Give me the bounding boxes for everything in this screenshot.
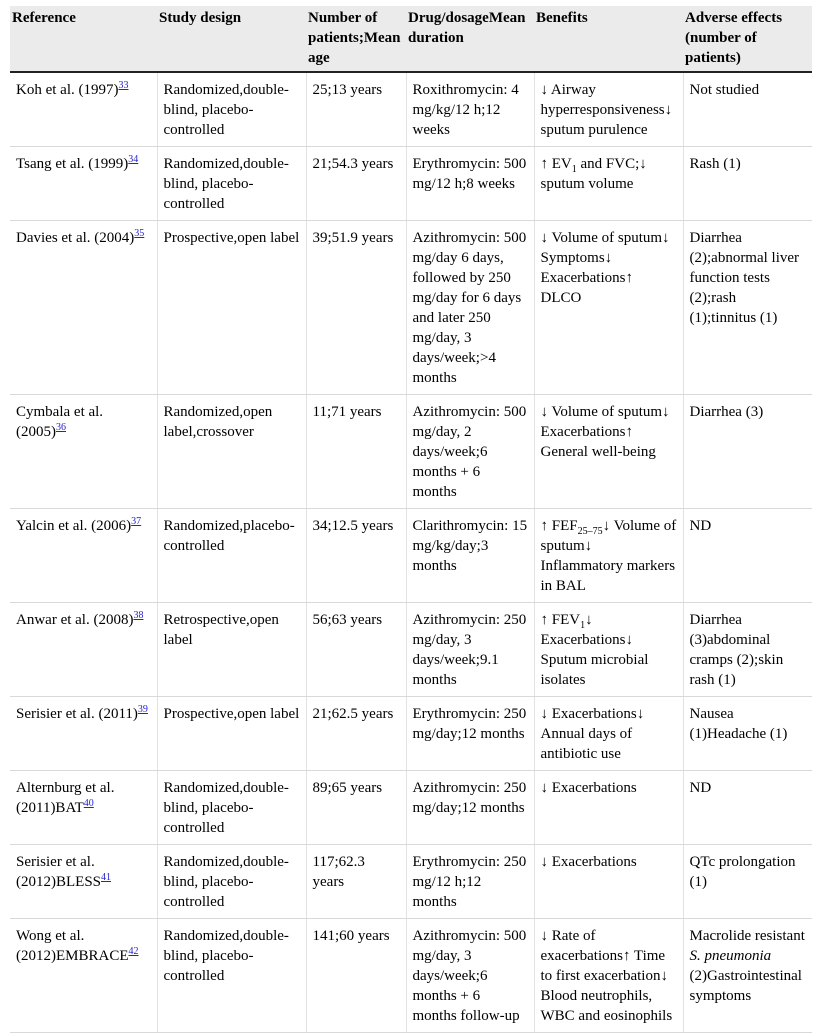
cell-reference — [10, 221, 157, 395]
cell-patients: 21;54.3 years — [306, 147, 406, 221]
cell-adverse-effects: QTc prolongation (1) — [683, 845, 812, 919]
table-row — [10, 72, 812, 147]
table-header — [10, 6, 812, 72]
table-row — [10, 697, 812, 771]
table-row — [10, 919, 812, 1033]
cell-adverse-effects — [683, 919, 812, 1033]
cell-drug-dosage: Azithromycin: 500 mg/day, 2 days/week;6 months + 6 months — [406, 395, 534, 509]
cell-drug-dosage: Clarithromycin: 15 mg/kg/day;3 months — [406, 509, 534, 603]
cell-study-design: Randomized,double-blind, placebo-controlled — [157, 919, 306, 1033]
cell-patients: 141;60 years — [306, 919, 406, 1033]
citation-link[interactable]: 36 — [56, 422, 66, 433]
cell-study-design: Prospective,open label — [157, 221, 306, 395]
cell-benefits: ↓ Exacerbations — [534, 845, 683, 919]
reference-text: Cymbala et al. (2005) — [16, 404, 104, 440]
cell-benefits: ↓ Airway hyperresponsiveness↓ sputum purulence — [534, 72, 683, 147]
benefits-text: ↓ Volume of sputum↓ Inflammatory markers in BAL — [540, 518, 677, 594]
reference-text: Koh et al. (1997) — [16, 82, 119, 98]
benefits-text: ↓ Exacerbations↓ Sputum microbial isolates — [540, 612, 649, 688]
cell-drug-dosage: Roxithromycin: 4 mg/kg/12 h;12 weeks — [406, 72, 534, 147]
cell-reference — [10, 919, 157, 1033]
cell-patients: 117;62.3 years — [306, 845, 406, 919]
table-row — [10, 395, 812, 509]
table-row — [10, 771, 812, 845]
cell-adverse-effects: Diarrhea (3)abdominal cramps (2);skin rash (1) — [683, 603, 812, 697]
citation-link[interactable]: 34 — [128, 154, 139, 165]
reference-text: Serisier et al. (2012)BLESS — [16, 854, 102, 890]
header-benefits: Benefits — [534, 6, 683, 72]
cell-reference — [10, 395, 157, 509]
cell-patients: 89;65 years — [306, 771, 406, 845]
cell-reference — [10, 603, 157, 697]
cell-patients: 11;71 years — [306, 395, 406, 509]
table-row — [10, 603, 812, 697]
cell-patients: 39;51.9 years — [306, 221, 406, 395]
citation-link[interactable]: 41 — [101, 872, 112, 883]
cell-drug-dosage: Erythromycin: 250 mg/12 h;12 months — [406, 845, 534, 919]
cell-patients: 25;13 years — [306, 72, 406, 147]
cell-benefits: ↓ Exacerbations — [534, 771, 683, 845]
citation-link[interactable]: 33 — [118, 80, 129, 91]
cell-patients: 34;12.5 years — [306, 509, 406, 603]
cell-adverse-effects: Diarrhea (2);abnormal liver function tests (2);rash (1);tinnitus (1) — [683, 221, 812, 395]
citation-link[interactable]: 42 — [128, 946, 139, 957]
cell-adverse-effects: Not studied — [683, 72, 812, 147]
cell-study-design: Randomized,double-blind, placebo-controlled — [157, 845, 306, 919]
cell-reference — [10, 697, 157, 771]
cell-reference — [10, 72, 157, 147]
citation-link[interactable]: 35 — [134, 228, 145, 239]
cell-study-design: Retrospective,open label — [157, 603, 306, 697]
benefits-text: and FVC;↓ sputum volume — [540, 156, 647, 192]
cell-study-design: Prospective,open label — [157, 697, 306, 771]
cell-adverse-effects: ND — [683, 771, 812, 845]
cell-benefits: ↓ Volume of sputum↓ Symptoms↓ Exacerbations↑ DLCO — [534, 221, 683, 395]
subscript: 1 — [571, 164, 577, 175]
citation-link[interactable]: 38 — [133, 610, 144, 621]
benefits-text: ↑ EV — [540, 156, 572, 172]
adverse-text: (2)Gastrointestinal symptoms — [689, 968, 802, 1004]
cell-study-design: Randomized,double-blind, placebo-controlled — [157, 771, 306, 845]
table-row — [10, 147, 812, 221]
citation-link[interactable]: 39 — [137, 704, 148, 715]
cell-drug-dosage: Azithromycin: 500 mg/day 6 days, followed by 250 mg/day for 6 days and later 250 mg/day, 3 days/week;>4 months — [406, 221, 534, 395]
cell-patients: 21;62.5 years — [306, 697, 406, 771]
header-row — [10, 6, 812, 72]
cell-reference — [10, 509, 157, 603]
cell-adverse-effects: Diarrhea (3) — [683, 395, 812, 509]
cell-benefits — [534, 603, 683, 697]
header-patients: Number of patients;Mean age — [306, 6, 406, 72]
cell-adverse-effects: Rash (1) — [683, 147, 812, 221]
cell-reference — [10, 147, 157, 221]
reference-text: Anwar et al. (2008) — [16, 612, 134, 628]
cell-benefits — [534, 147, 683, 221]
reference-text: Tsang et al. (1999) — [16, 156, 129, 172]
macrolide-studies-table — [10, 6, 812, 1033]
cell-drug-dosage: Erythromycin: 250 mg/day;12 months — [406, 697, 534, 771]
header-drug-dosage: Drug/dosageMean duration — [406, 6, 534, 72]
cell-drug-dosage: Azithromycin: 500 mg/day, 3 days/week;6 months + 6 months follow-up — [406, 919, 534, 1033]
cell-patients: 56;63 years — [306, 603, 406, 697]
reference-text: Wong et al. (2012)EMBRACE — [16, 928, 129, 964]
reference-text: Davies et al. (2004) — [16, 230, 135, 246]
benefits-text: ↑ FEV — [540, 612, 581, 628]
reference-text: Serisier et al. (2011) — [16, 706, 138, 722]
cell-benefits: ↓ Volume of sputum↓ Exacerbations↑ General well-being — [534, 395, 683, 509]
cell-benefits: ↓ Rate of exacerbations↑ Time to first exacerbation↓ Blood neutrophils, WBC and eosinophils — [534, 919, 683, 1033]
cell-study-design: Randomized,placebo-controlled — [157, 509, 306, 603]
cell-benefits: ↓ Exacerbations↓ Annual days of antibiotic use — [534, 697, 683, 771]
subscript: 25–75 — [577, 526, 603, 537]
organism-name: S. pneumonia — [689, 948, 772, 964]
cell-study-design: Randomized,double-blind, placebo-controlled — [157, 72, 306, 147]
subscript: 1 — [580, 620, 586, 631]
cell-reference — [10, 845, 157, 919]
cell-study-design: Randomized,double-blind, placebo-controlled — [157, 147, 306, 221]
citation-link[interactable]: 40 — [83, 798, 94, 809]
cell-adverse-effects: ND — [683, 509, 812, 603]
table-row — [10, 509, 812, 603]
citation-link[interactable]: 37 — [131, 516, 142, 527]
header-adverse-effects: Adverse effects (number of patients) — [683, 6, 812, 72]
adverse-text: Macrolide resistant — [689, 928, 805, 944]
cell-adverse-effects: Nausea (1)Headache (1) — [683, 697, 812, 771]
header-reference: Reference — [10, 6, 157, 72]
cell-drug-dosage: Erythromycin: 500 mg/12 h;8 weeks — [406, 147, 534, 221]
cell-drug-dosage: Azithromycin: 250 mg/day;12 months — [406, 771, 534, 845]
cell-study-design: Randomized,open label,crossover — [157, 395, 306, 509]
reference-text: Alternburg et al. (2011)BAT — [16, 780, 115, 816]
table-row — [10, 221, 812, 395]
cell-reference — [10, 771, 157, 845]
reference-text: Yalcin et al. (2006) — [16, 518, 132, 534]
cell-drug-dosage: Azithromycin: 250 mg/day, 3 days/week;9.1 months — [406, 603, 534, 697]
header-study-design: Study design — [157, 6, 306, 72]
cell-benefits — [534, 509, 683, 603]
benefits-text: ↑ FEF — [540, 518, 578, 534]
table-row — [10, 845, 812, 919]
table-body — [10, 72, 812, 1033]
